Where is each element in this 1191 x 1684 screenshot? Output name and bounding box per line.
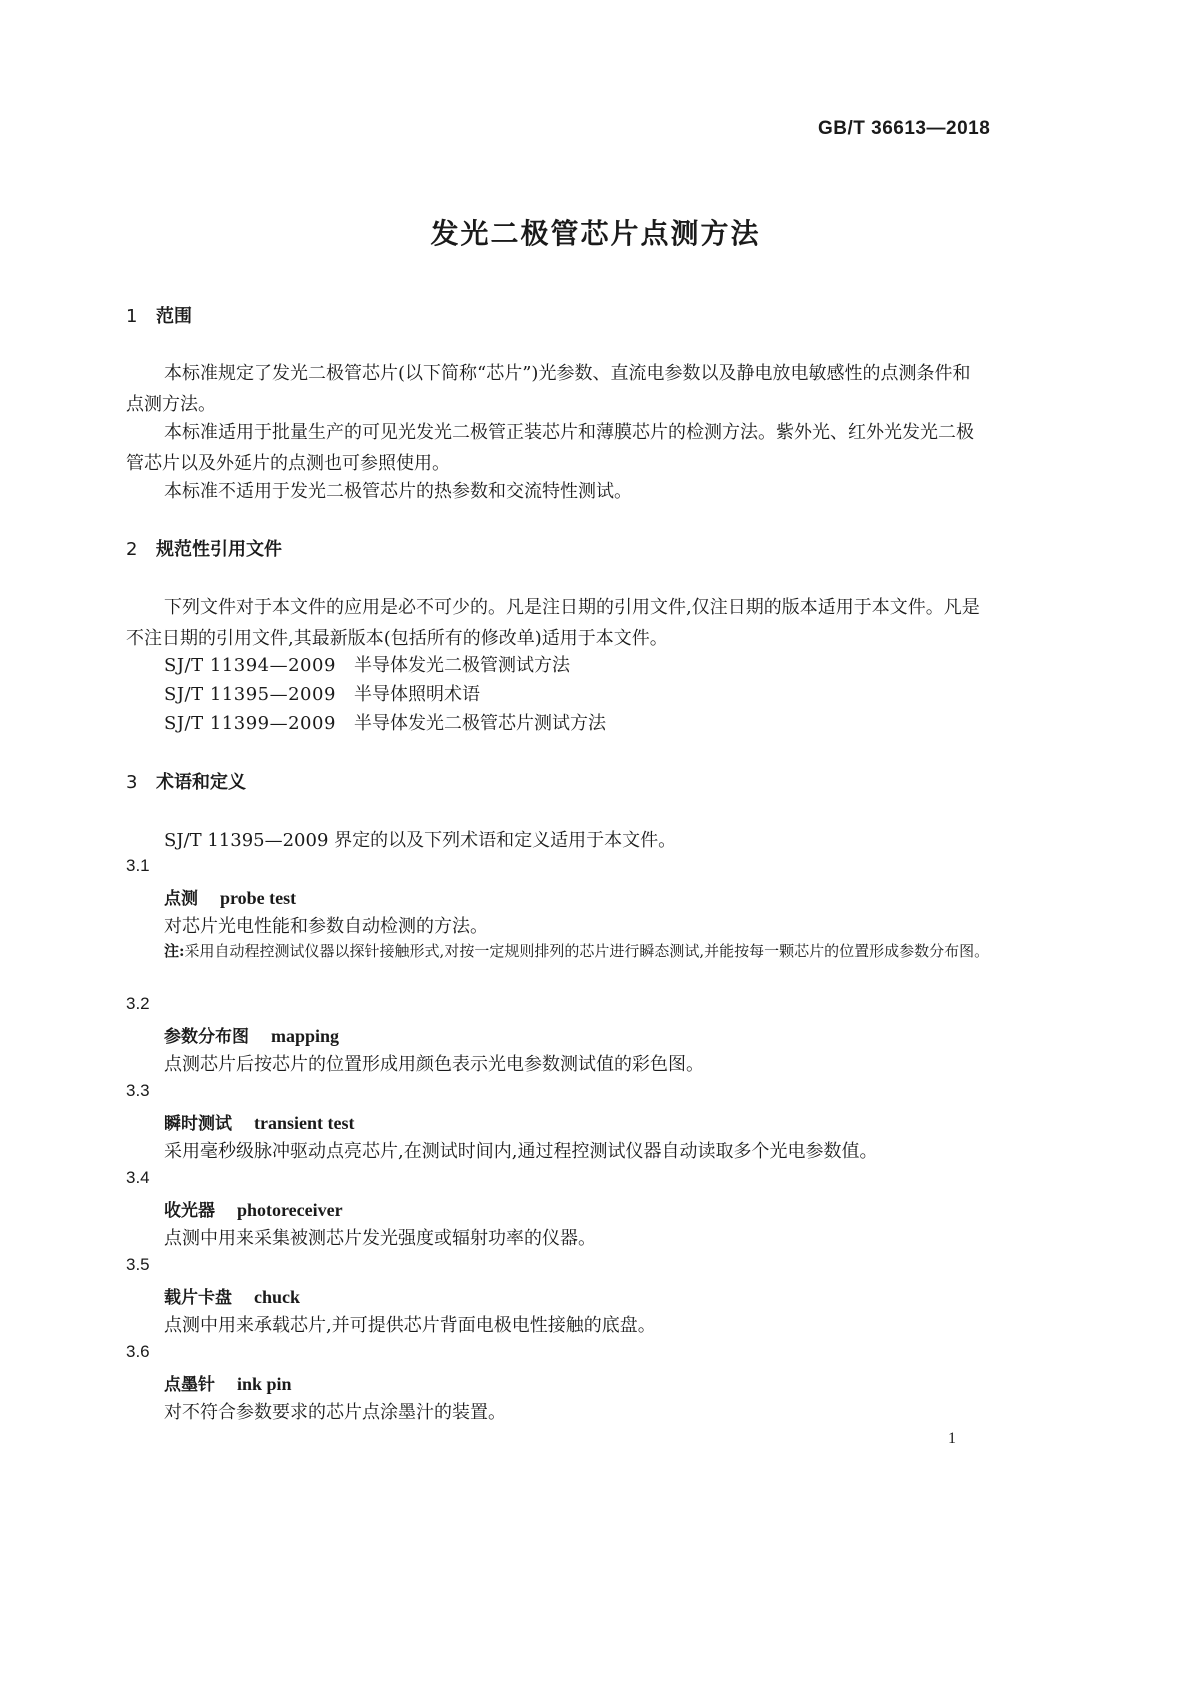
term-number: 3.4 bbox=[126, 1168, 150, 1187]
section-1-heading bbox=[126, 302, 192, 328]
section-2-heading bbox=[126, 535, 282, 561]
term-heading bbox=[164, 1109, 354, 1134]
term-heading bbox=[164, 1370, 292, 1395]
section-2-title: 规范性引用文件 bbox=[156, 539, 282, 560]
reference-title: 半导体发光二极管芯片测试方法 bbox=[354, 713, 606, 734]
term-heading bbox=[164, 1022, 339, 1047]
section-2-number: 2 bbox=[126, 539, 138, 560]
reference-title: 半导体发光二极管测试方法 bbox=[354, 655, 570, 676]
term-english: transient test bbox=[254, 1113, 355, 1133]
normative-reference bbox=[164, 651, 570, 677]
reference-code: SJ/T 11394—2009 bbox=[164, 655, 336, 676]
term-definition: 点测中用来采集被测芯片发光强度或辐射功率的仪器。 bbox=[164, 1228, 596, 1249]
section-1-number: 1 bbox=[126, 306, 138, 327]
term-english: mapping bbox=[271, 1026, 340, 1046]
reference-code: SJ/T 11399—2009 bbox=[164, 713, 336, 734]
section-1-paragraph-1: 本标准规定了发光二极管芯片(以下简称“芯片”)光参数、直流电参数以及静电放电敏感性的点测条件和点测方法。 bbox=[126, 363, 971, 415]
term-chinese: 点测 bbox=[164, 889, 198, 909]
term-english: probe test bbox=[220, 888, 297, 908]
document-title: 发光二极管芯片点测方法 bbox=[430, 217, 761, 250]
section-3-title: 术语和定义 bbox=[156, 772, 246, 793]
normative-reference bbox=[164, 709, 606, 735]
term-definition: 对不符合参数要求的芯片点涂墨汁的装置。 bbox=[164, 1402, 506, 1423]
page-number: 1 bbox=[948, 1430, 956, 1447]
note-label: 注: bbox=[164, 942, 185, 960]
term-english: chuck bbox=[254, 1287, 301, 1307]
term-chinese: 收光器 bbox=[164, 1201, 215, 1221]
reference-title: 半导体照明术语 bbox=[354, 684, 480, 705]
term-definition: 采用毫秒级脉冲驱动点亮芯片,在测试时间内,通过程控测试仪器自动读取多个光电参数值。 bbox=[164, 1141, 878, 1162]
section-1-paragraph-3: 本标准不适用于发光二极管芯片的热参数和交流特性测试。 bbox=[164, 481, 632, 502]
term-definition: 点测芯片后按芯片的位置形成用颜色表示光电参数测试值的彩色图。 bbox=[164, 1054, 704, 1075]
section-3-number: 3 bbox=[126, 772, 138, 793]
term-chinese: 点墨针 bbox=[164, 1375, 215, 1395]
term-number: 3.1 bbox=[126, 856, 150, 875]
term-chinese: 瞬时测试 bbox=[164, 1114, 232, 1134]
term-note bbox=[164, 938, 1010, 965]
term-definition: 点测中用来承载芯片,并可提供芯片背面电极电性接触的底盘。 bbox=[164, 1315, 656, 1336]
normative-reference bbox=[164, 680, 480, 706]
term-heading bbox=[164, 1196, 343, 1221]
term-chinese: 参数分布图 bbox=[164, 1027, 249, 1047]
reference-code: SJ/T 11395—2009 bbox=[164, 684, 336, 705]
term-number: 3.6 bbox=[126, 1342, 150, 1361]
term-heading bbox=[164, 1283, 300, 1308]
term-heading bbox=[164, 884, 296, 909]
term-english: photoreceiver bbox=[237, 1200, 343, 1220]
term-definition: 对芯片光电性能和参数自动检测的方法。 bbox=[164, 916, 488, 937]
document-code: GB/T 36613—2018 bbox=[818, 118, 991, 139]
term-number: 3.3 bbox=[126, 1081, 150, 1100]
section-2-paragraph-1: 下列文件对于本文件的应用是必不可少的。凡是注日期的引用文件,仅注日期的版本适用于本文件。凡是不注日期的引用文件,其最新版本(包括所有的修改单)适用于本文件。 bbox=[126, 597, 980, 649]
note-text: 采用自动程控测试仪器以探针接触形式,对按一定规则排列的芯片进行瞬态测试,并能按每一颗芯片的位置形成参数分布图。 bbox=[184, 942, 990, 960]
section-3-heading bbox=[126, 768, 246, 794]
term-number: 3.5 bbox=[126, 1255, 150, 1274]
section-3-intro: SJ/T 11395—2009 界定的以及下列术语和定义适用于本文件。 bbox=[164, 830, 677, 851]
term-english: ink pin bbox=[237, 1374, 292, 1394]
section-1-title: 范围 bbox=[156, 306, 192, 327]
term-chinese: 载片卡盘 bbox=[164, 1288, 232, 1308]
term-number: 3.2 bbox=[126, 994, 150, 1013]
section-1-paragraph-2: 本标准适用于批量生产的可见光发光二极管正装芯片和薄膜芯片的检测方法。紫外光、红外光发光二极管芯片以及外延片的点测也可参照使用。 bbox=[126, 422, 974, 474]
